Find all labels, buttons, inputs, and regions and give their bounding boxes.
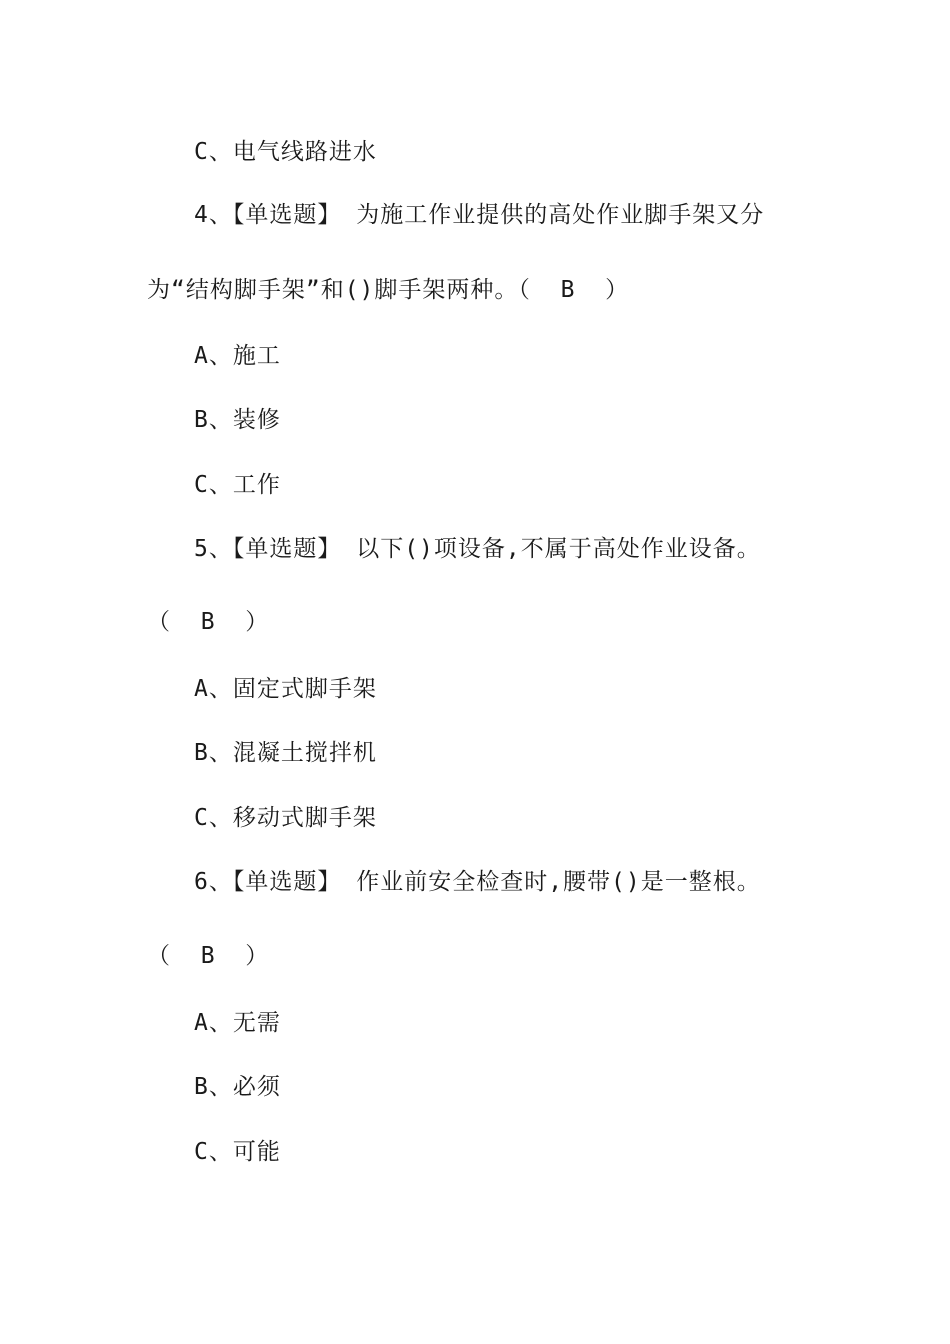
q6-option-a: A、无需 (194, 1010, 281, 1036)
q4-question-text: 4、【单选题】 为施工作业提供的高处作业脚手架又分 (194, 202, 765, 228)
q3-option-c: C、电气线路进水 (194, 139, 377, 165)
q6-question-text: 6、【单选题】 作业前安全检查时,腰带()是一整根。 (194, 869, 761, 895)
q6-option-b: B、必须 (194, 1074, 281, 1100)
q5-option-a: A、固定式脚手架 (194, 676, 377, 702)
q6-option-c: C、可能 (194, 1139, 281, 1165)
q5-answer: （ B ） (147, 609, 270, 635)
q6-answer: （ B ） (147, 943, 270, 969)
q5-option-b: B、混凝土搅拌机 (194, 740, 377, 766)
q4-question-text-cont: 为“结构脚手架”和()脚手架两种。（ B ） (147, 277, 630, 303)
q4-option-c: C、工作 (194, 472, 281, 498)
q5-option-c: C、移动式脚手架 (194, 805, 377, 831)
q5-question-text: 5、【单选题】 以下()项设备,不属于高处作业设备。 (194, 536, 761, 562)
q4-option-a: A、施工 (194, 343, 281, 369)
q4-option-b: B、装修 (194, 407, 281, 433)
